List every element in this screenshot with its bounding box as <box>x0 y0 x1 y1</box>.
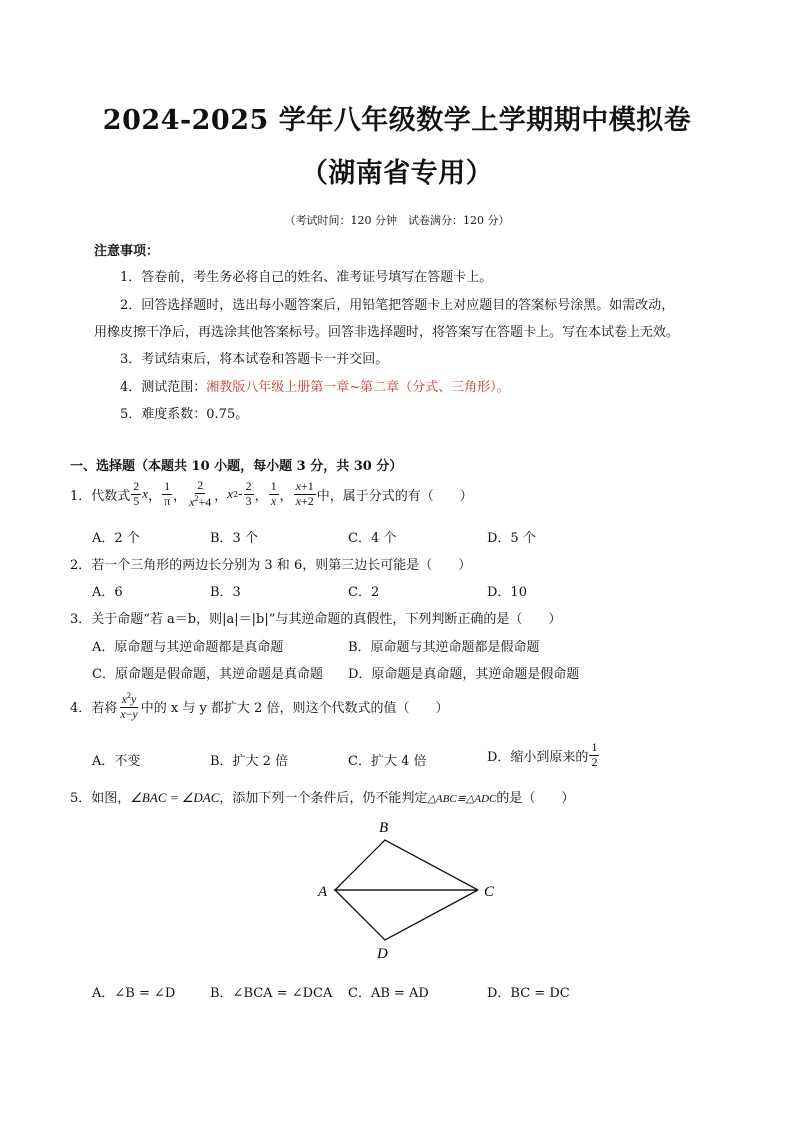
section-heading: 一、选择题（本题共 10 小题，每小题 3 分，共 30 分） <box>70 459 403 474</box>
exam-title: 2024-2025 学年八年级数学上学期期中模拟卷 <box>102 105 692 136</box>
q1-option-a[interactable]: A．2 个 <box>92 531 140 546</box>
note-4 <box>120 376 510 395</box>
note-4-label: 4．测试范围： <box>120 380 207 395</box>
q1-lead: 1．代数式 <box>70 488 131 504</box>
q1-option-c[interactable]: C．4 个 <box>348 531 397 546</box>
q5-tail: ，添加下列一个条件后，仍不能判定 <box>219 791 428 806</box>
q1-tail: 中，属于分式的有（ ） <box>316 488 473 504</box>
q4-option-d-label: D．缩小到原来的 <box>487 749 589 765</box>
q4-lead: 4．若将 <box>70 700 118 716</box>
q5-option-c[interactable]: C．AB = AD <box>348 986 429 1001</box>
label-c: C <box>484 884 495 900</box>
q1-option-d[interactable]: D．5 个 <box>487 531 536 546</box>
expr-2-x2plus4: $\frac{2}{x^2+4}$ <box>189 478 212 509</box>
note-1: 1．答卷前，考生务必将自己的姓名、准考证号填写在答题卡上。 <box>120 270 493 285</box>
q1-option-b[interactable]: B．3 个 <box>210 531 258 546</box>
q5-congruence: △ABC≌△ADC <box>427 793 497 805</box>
question-3: 3．关于命题“若 a＝b，则|a|＝|b|”与其逆命题的真假性，下列判断正确的是（ ） <box>70 612 562 627</box>
label-d: D <box>377 946 388 962</box>
expr-x1-x2: $\frac{x+1}{x+2}$ <box>295 479 314 508</box>
expr-1-2: $\frac{1}{2}$ <box>591 740 598 769</box>
note-4-range: 湘教版八年级上册第一章~第二章（分式、三角形）。 <box>206 380 510 395</box>
q5-end: 的是（ ） <box>496 791 575 806</box>
q3-option-b[interactable]: B．原命题与其逆命题都是假命题 <box>348 640 540 655</box>
q5-lead: 5．如图， <box>70 791 131 806</box>
q4-option-c[interactable]: C．扩大 4 倍 <box>348 754 427 769</box>
q3-option-a[interactable]: A．原命题与其逆命题都是真命题 <box>92 640 284 655</box>
triangle-adc <box>335 890 478 940</box>
note-5: 5．难度系数：0.75。 <box>120 407 249 422</box>
q4-option-d[interactable] <box>487 741 600 770</box>
q5-condition: ∠BAC = ∠DAC <box>130 790 220 805</box>
q2-option-d[interactable]: D．10 <box>487 585 527 600</box>
q2-option-b[interactable]: B．3 <box>210 585 241 600</box>
expr-x2y-over-xminusy: $\frac{x^2y}{x-y}$ <box>120 691 138 721</box>
question-1: 1．代数式 $\frac{2}{5}$ x ， $\frac{1}{\pi}$ ， $\frac{2}{x^2+4}$ ， x 2 - $\frac{2}{3}$ ， $\frac{1}{x}$ ， $\frac{x+1}{x+2}$ 中，属于分式的有（ ） <box>70 478 473 509</box>
q5-option-b[interactable]: B．∠BCA = ∠DCA <box>210 986 333 1001</box>
q4-tail: 中的 x 与 y 都扩大 2 倍，则这个代数式的值（ ） <box>140 700 449 716</box>
notes-heading: 注意事项： <box>94 244 160 259</box>
exam-subtitle: （湖南省专用） <box>300 158 494 189</box>
expr-2-3: $\frac{2}{3}$ <box>245 479 252 508</box>
label-b: B <box>379 820 389 836</box>
question-4 <box>70 691 448 722</box>
exam-info: （考试时间：120 分钟 试卷满分：120 分） <box>284 214 510 227</box>
q2-option-a[interactable]: A．6 <box>92 585 123 600</box>
note-3: 3．考试结束后，将本试卷和答题卡一并交回。 <box>120 352 389 367</box>
question-5 <box>70 787 574 806</box>
expr-1-x: $\frac{1}{x}$ <box>270 479 277 508</box>
q3-option-c[interactable]: C．原命题是假命题，其逆命题是真命题 <box>92 667 323 682</box>
q5-option-d[interactable]: D．BC = DC <box>487 986 570 1001</box>
expr-1-pi: $\frac{1}{\pi}$ <box>164 479 171 508</box>
q2-option-c[interactable]: C．2 <box>348 585 380 600</box>
label-a: A <box>318 884 328 900</box>
q4-option-b[interactable]: B．扩大 2 倍 <box>210 754 289 769</box>
note-2-cont: 用橡皮擦干净后，再选涂其他答案标号。回答非选择题时，将答案写在答题卡上。写在本试卷上无效。 <box>94 325 680 340</box>
question-2: 2．若一个三角形的两边长分别为 3 和 6，则第三边长可能是（ ） <box>70 558 472 573</box>
q4-option-a[interactable]: A．不变 <box>92 754 141 769</box>
q5-option-a[interactable]: A．∠B = ∠D <box>92 986 176 1001</box>
note-2: 2．回答选择题时，选出每小题答案后，用铅笔把答题卡上对应题目的答案标号涂黑。如需改动， <box>120 298 675 313</box>
q3-option-d[interactable]: D．原命题是真命题，其逆命题是假命题 <box>348 667 580 682</box>
quadrilateral-diagram <box>310 812 510 968</box>
expr-2-5: $\frac{2}{5}$ <box>133 479 140 508</box>
triangle-abc <box>335 840 478 890</box>
